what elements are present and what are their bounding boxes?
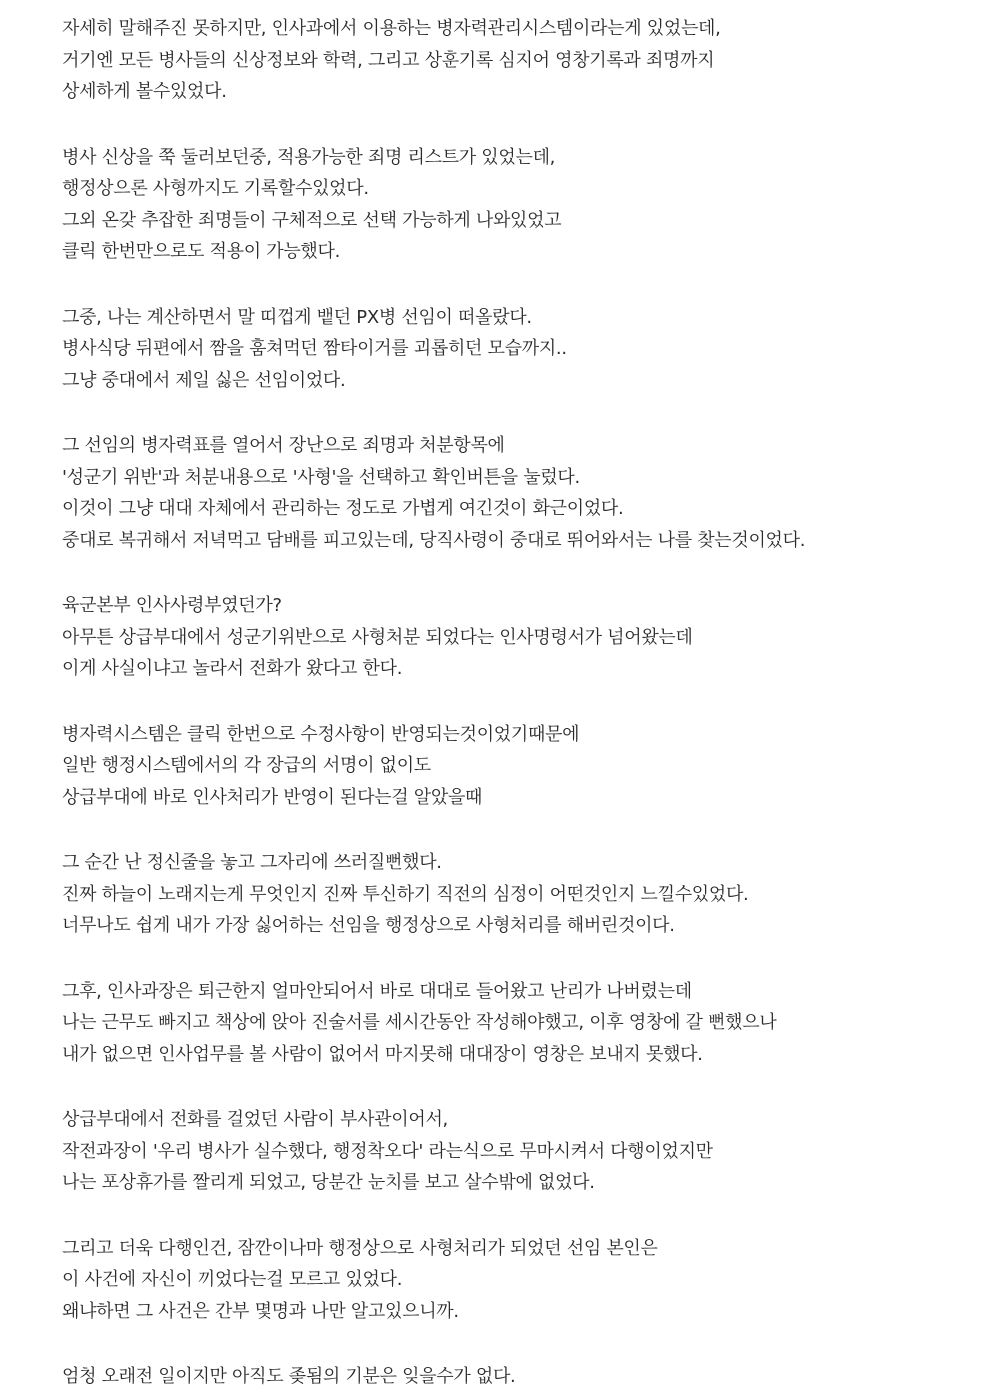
text-line: 그리고 더욱 다행인건, 잠깐이나마 행정상으로 사형처리가 되었던 선임 본인은 [62, 1237, 658, 1259]
text-line: 이 사건에 자신이 끼었다는걸 모르고 있었다. [62, 1269, 403, 1290]
paragraph [62, 302, 982, 397]
text-line: 작전과장이 '우리 병사가 실수했다, 행정착오다' 라는식으로 무마시켜서 다행이었지만 [62, 1140, 713, 1162]
text-line: 거기엔 모든 병사들의 신상정보와 학력, 그리고 상훈기록 심지어 영창기록과 죄명까지 [62, 49, 715, 71]
text-line: 진짜 하늘이 노래지는게 무엇인지 진짜 투신하기 직전의 심정이 어떤것인지 느낄수있었다. [62, 883, 749, 905]
text-line: 그중, 나는 계산하면서 말 띠껍게 뱉던 PX병 선임이 떠올랐다. [62, 306, 532, 328]
text-line: 그 순간 난 정신줄을 놓고 그자리에 쓰러질뻔했다. [62, 852, 442, 873]
article-body [62, 13, 982, 1393]
text-line: 클릭 한번만으로도 적용이 가능했다. [62, 241, 341, 262]
text-line: 왜냐하면 그 사건은 간부 몇명과 나만 알고있으니까. [62, 1300, 459, 1322]
paragraph [62, 1233, 982, 1328]
text-line: 그 선임의 병자력표를 열어서 장난으로 죄명과 처분항목에 [62, 435, 505, 456]
paragraph [62, 430, 982, 556]
text-line: 병자력시스템은 클릭 한번으로 수정사항이 반영되는것이었기때문에 [62, 723, 580, 745]
text-line: 병사식당 뒤편에서 짬을 훔쳐먹던 짬타이거를 괴롭히던 모습까지.. [62, 338, 567, 359]
text-line: 그냥 중대에서 제일 싫은 선임이었다. [62, 369, 346, 391]
text-line: 이것이 그냥 대대 자체에서 관리하는 정도로 가볍게 여긴것이 화근이었다. [62, 498, 624, 519]
paragraph [62, 13, 982, 108]
paragraph [62, 976, 982, 1071]
text-line: 병사 신상을 쭉 둘러보던중, 적용가능한 죄명 리스트가 있었는데, [62, 146, 556, 168]
text-line: 아무튼 상급부대에서 성군기위반으로 사형처분 되었다는 인사명령서가 넘어왔는데 [62, 626, 693, 648]
text-line: 내가 없으면 인사업무를 볼 사람이 없어서 마지못해 대대장이 영창은 보내지 못했다. [62, 1043, 703, 1065]
text-line: 상급부대에서 전화를 걸었던 사람이 부사관이어서, [62, 1109, 448, 1130]
text-line: 너무나도 쉽게 내가 가장 싫어하는 선임을 행정상으로 사형처리를 해버린것이다. [62, 915, 675, 936]
text-line: 일반 행정시스템에서의 각 장급의 서명이 없이도 [62, 755, 431, 776]
text-line: 육군본부 인사사령부였던가? [62, 595, 282, 616]
text-line: 행정상으론 사형까지도 기록할수있었다. [62, 178, 369, 199]
paragraph [62, 719, 982, 814]
text-line: 자세히 말해주진 못하지만, 인사과에서 이용하는 병자력관리시스템이라는게 있었는데, [62, 18, 721, 39]
text-line: 엄청 오래전 일이지만 아직도 좆됨의 기분은 잊을수가 없다. [62, 1366, 516, 1387]
text-line: 나는 근무도 빠지고 책상에 앉아 진술서를 세시간동안 작성해야했고, 이후 영창에 갈 뻔했으나 [62, 1012, 777, 1033]
text-line: 나는 포상휴가를 짤리게 되었고, 당분간 눈치를 보고 살수밖에 없었다. [62, 1172, 595, 1193]
text-line: 그외 온갖 추잡한 죄명들이 구체적으로 선택 가능하게 나와있었고 [62, 209, 562, 231]
paragraph [62, 847, 982, 942]
text-line: '성군기 위반'과 처분내용으로 '사형'을 선택하고 확인버튼을 눌렀다. [62, 466, 580, 488]
text-line: 그후, 인사과장은 퇴근한지 얼마안되어서 바로 대대로 들어왔고 난리가 나버렸는데 [62, 980, 692, 1002]
text-line: 중대로 복귀해서 저녁먹고 담배를 피고있는데, 당직사령이 중대로 뛰어와서는 나를 찾는것이었다. [62, 529, 806, 551]
paragraph [62, 1361, 982, 1393]
paragraph [62, 142, 982, 268]
text-line: 이게 사실이냐고 놀라서 전화가 왔다고 한다. [62, 658, 403, 679]
text-line: 상세하게 볼수있었다. [62, 81, 227, 102]
paragraph [62, 590, 982, 685]
text-line: 상급부대에 바로 인사처리가 반영이 된다는걸 알았을때 [62, 786, 483, 808]
paragraph [62, 1104, 982, 1199]
